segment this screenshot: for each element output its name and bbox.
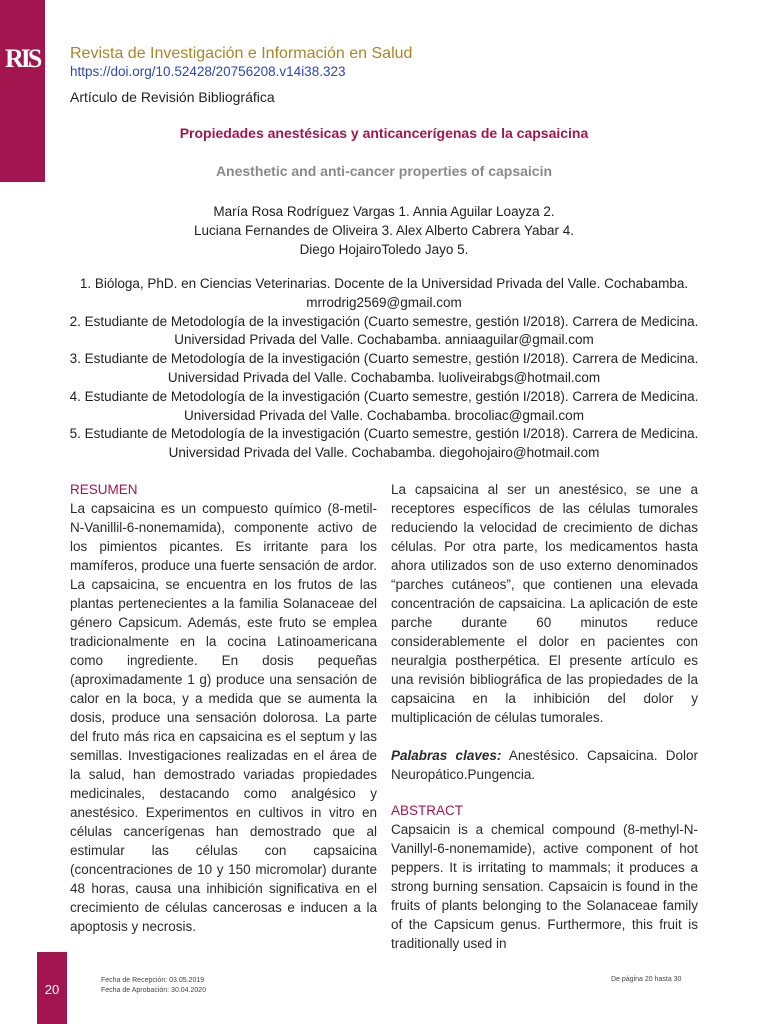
- article-type: Artículo de Revisión Bibliográfica: [70, 89, 275, 105]
- left-column: [70, 480, 377, 936]
- keywords: [391, 746, 698, 784]
- article-title-english: Anesthetic and anti-cancer properties of capsaicin: [215, 163, 553, 179]
- abstract-heading: ABSTRACT: [391, 803, 464, 818]
- resumen-paragraph: La capsaicina es un compuesto químico (8-metil-N-Vanillil-6-nonemamida), componente activo de los pimientos picantes. Es irritante para los mamíferos, produce una fuerte sensación de ardor. La capsaicina, se encuentra en los frutos de las plantas pertenecientes a la familia Solanaceae del género Capsicum. Además, este fruto se emplea tradicionalmente en la cocina Latinoamericana como ingrediente. En dosis pequeñas (aproximadamente 1 g) produce una sensación de calor en la boca, y a medida que se aumenta la dosis, produce una sensación dolorosa. La parte del fruto más rica en capsaicina es el septum y las semillas. Investigaciones realizadas en el área de la salud, han demostrado variadas propiedades medicinales, destacando como analgésico y anestésico. Experimentos en cultivos in vitro en células cancerígenas han demostrado que al estimular las células con capsaicina (concentraciones de 10 y 150 micromolar) durante 48 horas, causa una inhibición significativa en el crecimiento de células cancerosas e inducen a la apoptosis y necrosis.: [70, 501, 377, 934]
- page-range: De página 20 hasta 30: [611, 976, 682, 983]
- received-date: Fecha de Recepción: 03.05.2019: [101, 977, 205, 984]
- affiliation-item: 5. Estudiante de Metodología de la investigación (Cuarto semestre, gestión I/2018). Carrera de Medicina. Universidad Privada del Valle. Cochabamba. diegohojairo@hotmail.com: [69, 426, 699, 461]
- page-number-box: [37, 952, 67, 1024]
- submission-dates: [101, 976, 206, 995]
- abstract-paragraph: Capsaicin is a chemical compound (8-methyl-N-Vanillyl-6-nonemamide), active component of hot peppers. It is irritating to mammals; it produces a strong burning sensation. Capsaicin is found in the fruits of plants belonging to the Solanaceae family of the Capsicum genus. Furthermore, this fruit is traditionally used in: [391, 822, 698, 951]
- affiliation-item: 1. Bióloga, PhD. en Ciencias Veterinarias. Docente de la Universidad Privada del Valle. Cochabamba. mrrodrig2569@gmail.com: [79, 276, 689, 310]
- affiliation-item: 2. Estudiante de Metodología de la investigación (Cuarto semestre, gestión I/2018). Carrera de Medicina. Universidad Privada del Valle. Cochabamba. anniaaguilar@gmail.com: [69, 313, 699, 348]
- article-title-spanish: Propiedades anestésicas y anticancerígenas de la capsaicina: [179, 125, 589, 141]
- author-list: [0, 202, 768, 259]
- doi-link[interactable]: https://doi.org/10.52428/20756208.v14i38.323: [70, 64, 346, 79]
- author-line: Luciana Fernandes de Oliveira 3. Alex Alberto Cabrera Yabar 4.: [194, 223, 574, 238]
- journal-title: Revista de Investigación e Información en Salud: [70, 45, 413, 62]
- resumen-paragraph-continued: La capsaicina al ser un anestésico, se une a receptores específicos de las células tumorales reduciendo la velocidad de crecimiento de dichas células. Por otra parte, los medicamentos hasta ahora utilizados son de uso externo denominados “parches cutáneos”, que contienen una elevada concentración de capsaicina. La aplicación de este parche durante 60 minutos reduce considerablemente el dolor en pacientes con neuralgia postherpética. El presente artículo es una revisión bibliográfica de las propiedades de la capsaicina en la inhibición del dolor y multiplicación de células tumorales.: [391, 482, 698, 725]
- journal-logo: RIS: [5, 44, 40, 73]
- keywords-text: Anestésico. Capsaicina. Dolor Neuropático.Pungencia.: [391, 748, 699, 782]
- affiliation-list: [60, 275, 708, 463]
- journal-sidebar-band: [0, 0, 45, 182]
- affiliation-item: 3. Estudiante de Metodología de la investigación (Cuarto semestre, gestión I/2018). Carrera de Medicina. Universidad Privada del Valle. Cochabamba. luoliveirabgs@hotmail.com: [69, 351, 699, 385]
- page-number: 20: [44, 982, 60, 997]
- right-column: [391, 480, 698, 953]
- author-line: María Rosa Rodríguez Vargas 1. Annia Aguilar Loayza 2.: [213, 204, 555, 219]
- approved-date: Fecha de Aprobación: 30.04.2020: [101, 986, 207, 994]
- affiliation-item: 4. Estudiante de Metodología de la investigación (Cuarto semestre, gestión I/2018). Carrera de Medicina. Universidad Privada del Valle. Cochabamba. brocoliac@gmail.com: [69, 388, 699, 423]
- author-line: Diego HojairoToledo Jayo 5.: [299, 242, 469, 257]
- resumen-heading: RESUMEN: [70, 482, 138, 497]
- keywords-label: Palabras claves:: [391, 748, 502, 763]
